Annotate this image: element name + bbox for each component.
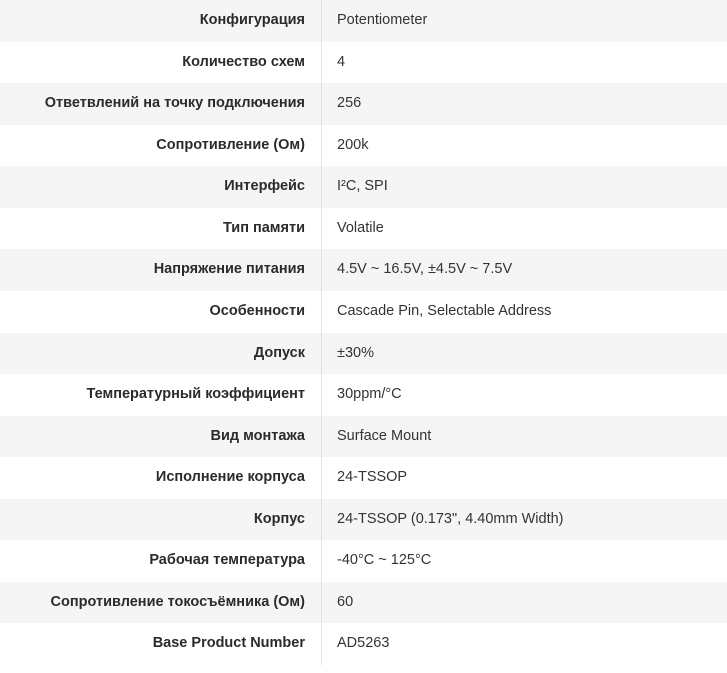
spec-label-cell bbox=[0, 42, 322, 84]
spec-value-cell bbox=[322, 42, 727, 84]
spec-label-cell bbox=[0, 582, 322, 624]
spec-value-cell bbox=[322, 623, 727, 665]
table-row bbox=[0, 208, 727, 250]
spec-value-cell bbox=[322, 166, 727, 208]
table-row bbox=[0, 623, 727, 665]
spec-label-text: Вид монтажа bbox=[210, 427, 305, 444]
spec-value-cell bbox=[322, 249, 727, 291]
table-row bbox=[0, 42, 727, 84]
table-row bbox=[0, 582, 727, 624]
spec-value-cell bbox=[322, 457, 727, 499]
spec-value-cell bbox=[322, 0, 727, 42]
table-row bbox=[0, 166, 727, 208]
spec-value-text: 4.5V ~ 16.5V, ±4.5V ~ 7.5V bbox=[337, 261, 513, 278]
spec-value-text: 24-TSSOP bbox=[337, 469, 408, 486]
spec-value-text: 256 bbox=[337, 95, 362, 112]
spec-label-text: Конфигурация bbox=[199, 12, 305, 28]
spec-value-cell bbox=[322, 416, 727, 458]
spec-label-text: Исполнение корпуса bbox=[155, 469, 305, 486]
spec-value-text: 24-TSSOP (0.173", 4.40mm Width) bbox=[337, 510, 564, 527]
spec-label-cell bbox=[0, 374, 322, 416]
spec-label-text: Base Product Number bbox=[152, 635, 305, 652]
spec-label-cell bbox=[0, 208, 322, 250]
spec-label-text: Корпус bbox=[253, 510, 305, 527]
table-row bbox=[0, 416, 727, 458]
spec-label-text: Допуск bbox=[253, 344, 305, 361]
table-row bbox=[0, 499, 727, 541]
spec-label-text: Напряжение питания bbox=[153, 261, 305, 278]
table-row bbox=[0, 0, 727, 42]
spec-value-cell bbox=[322, 333, 727, 375]
spec-value-cell bbox=[322, 582, 727, 624]
spec-value-cell bbox=[322, 291, 727, 333]
spec-label-text: Особенности bbox=[209, 302, 305, 319]
spec-label-cell bbox=[0, 125, 322, 167]
spec-value-cell bbox=[322, 540, 727, 582]
table-row bbox=[0, 83, 727, 125]
spec-value-cell bbox=[322, 208, 727, 250]
spec-value-text: I²C, SPI bbox=[337, 178, 388, 195]
table-row bbox=[0, 540, 727, 582]
spec-label-cell bbox=[0, 249, 322, 291]
spec-value-text: Volatile bbox=[337, 219, 384, 236]
spec-label-cell bbox=[0, 83, 322, 125]
spec-label-text: Количество схем bbox=[182, 53, 305, 70]
spec-label-text: Тип памяти bbox=[222, 219, 305, 236]
spec-label-cell bbox=[0, 0, 322, 42]
spec-label-cell bbox=[0, 457, 322, 499]
spec-label-cell bbox=[0, 499, 322, 541]
spec-label-cell bbox=[0, 291, 322, 333]
table-row bbox=[0, 457, 727, 499]
spec-value-text: 4 bbox=[337, 53, 346, 70]
spec-value-text: ±30% bbox=[337, 344, 374, 361]
spec-value-text: Cascade Pin, Selectable Address bbox=[337, 302, 552, 319]
spec-label-text: Ответвлений на точку подключения bbox=[44, 95, 305, 112]
spec-label-cell bbox=[0, 416, 322, 458]
table-row bbox=[0, 249, 727, 291]
spec-value-cell bbox=[322, 374, 727, 416]
spec-label-text: Сопротивление токосъёмника (Ом) bbox=[50, 593, 305, 610]
spec-value-text: -40°C ~ 125°C bbox=[337, 552, 432, 569]
spec-value-text: 200k bbox=[337, 136, 369, 153]
spec-value-text: Potentiometer bbox=[337, 12, 428, 28]
spec-label-text: Рабочая температура bbox=[149, 552, 305, 569]
spec-label-cell bbox=[0, 333, 322, 375]
spec-value-cell bbox=[322, 125, 727, 167]
spec-label-cell bbox=[0, 540, 322, 582]
table-row bbox=[0, 125, 727, 167]
table-row bbox=[0, 333, 727, 375]
spec-label-text: Сопротивление (Ом) bbox=[156, 136, 305, 153]
table-row bbox=[0, 291, 727, 333]
spec-value-cell bbox=[322, 83, 727, 125]
spec-value-text: 30ppm/°C bbox=[337, 386, 402, 403]
spec-value-text: 60 bbox=[337, 593, 354, 610]
spec-value-cell bbox=[322, 499, 727, 541]
spec-label-cell bbox=[0, 623, 322, 665]
table-row bbox=[0, 374, 727, 416]
spec-label-text: Температурный коэффициент bbox=[86, 386, 305, 403]
spec-value-text: AD5263 bbox=[337, 635, 390, 652]
spec-value-text: Surface Mount bbox=[337, 427, 432, 444]
spec-label-cell bbox=[0, 166, 322, 208]
spec-label-text: Интерфейс bbox=[224, 178, 305, 195]
